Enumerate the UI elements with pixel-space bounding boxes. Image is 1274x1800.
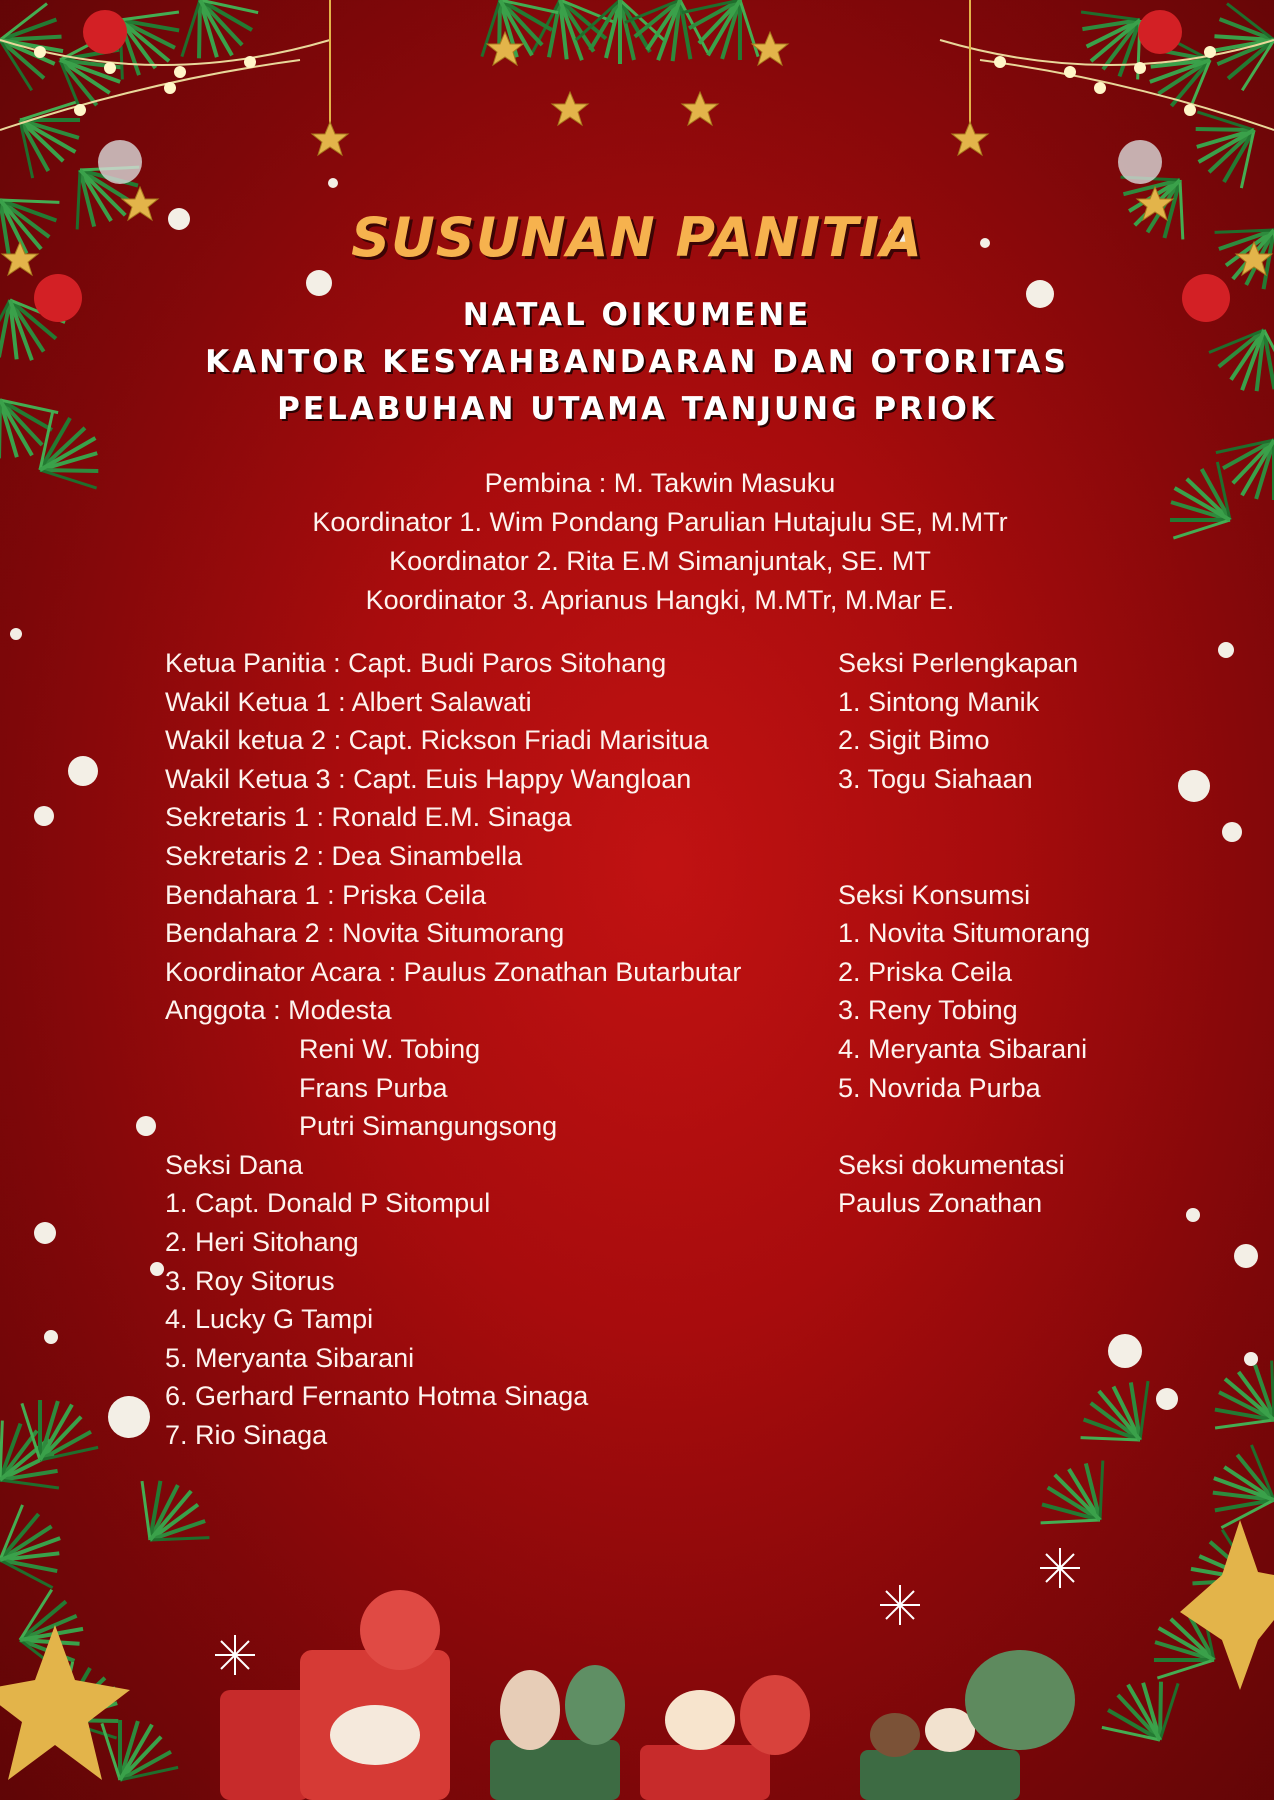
- seksi-dokumentasi-item: Paulus Zonathan: [838, 1188, 1043, 1219]
- officer-line: Bendahara 1 : Priska Ceila: [165, 879, 487, 910]
- seksi-dana-item: 4. Lucky G Tampi: [165, 1304, 374, 1335]
- seksi-dana-item: 7. Rio Sinaga: [165, 1419, 328, 1450]
- anggota-label: Anggota : Modesta: [165, 995, 392, 1026]
- page-title: SUSUNAN PANITIA: [351, 206, 923, 269]
- advisor-line: Pembina : M. Takwin Masuku: [484, 468, 836, 498]
- snow-dot: [136, 1116, 156, 1136]
- subtitle-line: NATAL OIKUMENE: [462, 297, 812, 333]
- seksi-konsumsi-item: 4. Meryanta Sibarani: [838, 1033, 1088, 1064]
- officer-line: Ketua Panitia : Capt. Budi Paros Sitohang: [165, 648, 667, 678]
- advisor-line: Koordinator 2. Rita E.M Simanjuntak, SE. MT: [389, 546, 931, 576]
- snow-dot: [1222, 822, 1242, 842]
- snow-dot: [34, 1222, 56, 1244]
- seksi-perlengkapan-item: 1. Sintong Manik: [838, 686, 1040, 717]
- committee-left-column: [165, 644, 741, 1454]
- seksi-dana-heading: Seksi Dana: [165, 1149, 304, 1180]
- subtitle-line: PELABUHAN UTAMA TANJUNG PRIOK: [277, 391, 997, 427]
- committee-right-column: [838, 644, 1090, 1223]
- snow-dot: [34, 806, 54, 826]
- seksi-dana-item: 6. Gerhard Fernanto Hotma Sinaga: [165, 1381, 589, 1412]
- advisor-line: Koordinator 1. Wim Pondang Parulian Hutajulu SE, M.MTr: [312, 507, 1008, 537]
- snow-dot: [1156, 1388, 1178, 1410]
- anggota-member: Putri Simangungsong: [299, 1111, 558, 1142]
- seksi-konsumsi-heading: Seksi Konsumsi: [838, 879, 1031, 910]
- snow-dot: [150, 1262, 164, 1276]
- officer-line: Wakil Ketua 3 : Capt. Euis Happy Wangloan: [165, 763, 692, 794]
- snow-dot: [68, 756, 98, 786]
- snow-dot: [1244, 1352, 1258, 1366]
- spacer: [838, 798, 1090, 837]
- officer-line: Wakil ketua 2 : Capt. Rickson Friadi Marisitua: [165, 725, 709, 756]
- seksi-dana-item: 5. Meryanta Sibarani: [165, 1342, 415, 1373]
- officer-line: Koordinator Acara : Paulus Zonathan Butarbutar: [165, 956, 742, 987]
- seksi-dana-item: 1. Capt. Donald P Sitompul: [165, 1188, 491, 1219]
- snow-dot: [1108, 1334, 1142, 1368]
- seksi-konsumsi-item: 1. Novita Situmorang: [838, 918, 1091, 949]
- seksi-konsumsi-item: 3. Reny Tobing: [838, 995, 1018, 1026]
- spacer: [838, 837, 1090, 876]
- snow-dot: [1186, 1208, 1200, 1222]
- snow-dot: [1218, 642, 1234, 658]
- spacer: [838, 1107, 1090, 1146]
- snow-dot: [44, 1330, 58, 1344]
- officer-line: Sekretaris 1 : Ronald E.M. Sinaga: [165, 802, 572, 833]
- officer-line: Wakil Ketua 1 : Albert Salawati: [165, 686, 532, 717]
- seksi-dokumentasi-heading: Seksi dokumentasi: [838, 1149, 1065, 1180]
- seksi-dana-item: 3. Roy Sitorus: [165, 1265, 335, 1296]
- snow-dot: [1178, 770, 1210, 802]
- snow-dot: [1234, 1244, 1258, 1268]
- event-subtitle: [0, 292, 1274, 433]
- anggota-member: Reni W. Tobing: [299, 1033, 481, 1064]
- seksi-konsumsi-item: 2. Priska Ceila: [838, 956, 1013, 987]
- officer-line: Bendahara 2 : Novita Situmorang: [165, 918, 565, 949]
- snow-dot: [108, 1396, 150, 1438]
- anggota-member: Frans Purba: [299, 1072, 448, 1103]
- seksi-dana-item: 2. Heri Sitohang: [165, 1226, 359, 1257]
- subtitle-line: KANTOR KESYAHBANDARAN DAN OTORITAS: [205, 344, 1069, 380]
- officer-line: Sekretaris 2 : Dea Sinambella: [165, 840, 523, 871]
- seksi-konsumsi-item: 5. Novrida Purba: [838, 1072, 1041, 1103]
- snow-dot: [328, 178, 338, 188]
- snow-dot: [10, 628, 22, 640]
- seksi-perlengkapan-heading: Seksi Perlengkapan: [838, 648, 1079, 678]
- seksi-perlengkapan-item: 3. Togu Siahaan: [838, 763, 1033, 794]
- advisor-line: Koordinator 3. Aprianus Hangki, M.MTr, M.Mar E.: [365, 585, 955, 615]
- seksi-perlengkapan-item: 2. Sigit Bimo: [838, 725, 990, 756]
- advisors-block: [0, 464, 1274, 620]
